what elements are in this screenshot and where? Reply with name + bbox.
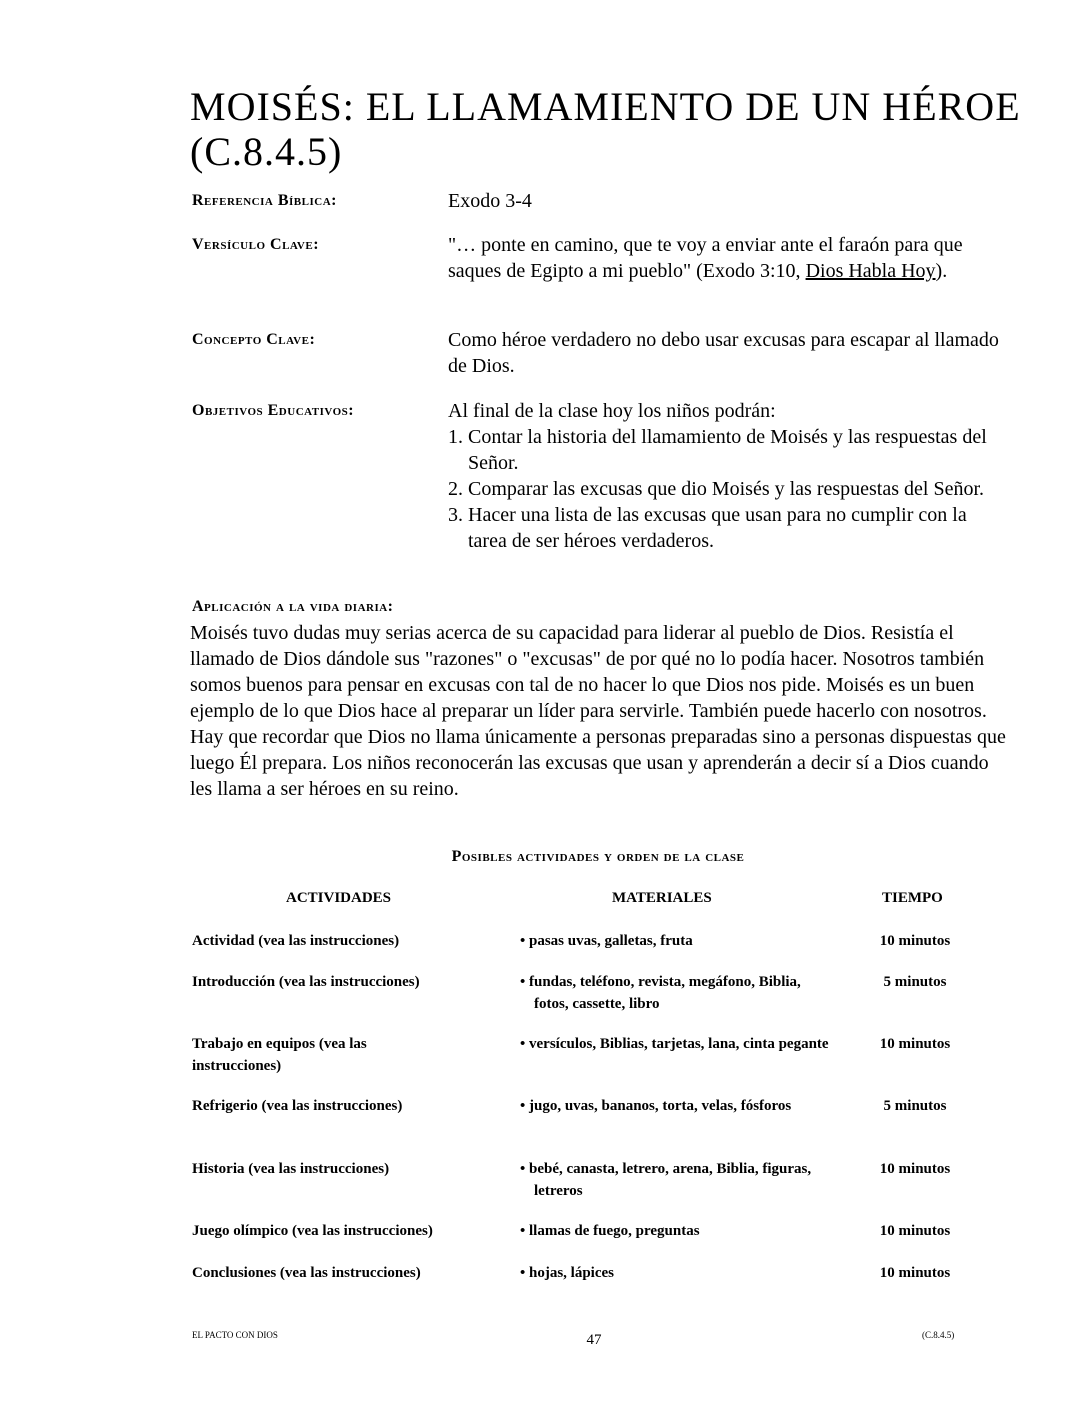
aplicacion-label: Aplicación a la vida diaria: xyxy=(192,598,394,615)
schedule-title-text: Posibles actividades y orden de la clase xyxy=(451,848,745,865)
page-title: MOISÉS: EL LLAMAMIENTO DE UN HÉROE (C.8.4.5) xyxy=(190,84,1021,174)
row-6-materiales: • llamas de fuego, preguntas xyxy=(520,1223,700,1239)
footer-left: EL PACTO CON DIOS xyxy=(192,1330,278,1340)
row-7-tiempo: 10 minutos xyxy=(879,1265,951,1281)
versiculo-text: "… ponte en camino, que te voy a enviar ante el faraón para que saques de Egipto a mi pueblo" (Exodo 3:10, xyxy=(448,234,963,282)
row-1-actividad: Actividad (vea las instrucciones) xyxy=(192,933,400,949)
schedule-title xyxy=(0,848,1088,866)
footer-right: (C.8.4.5) xyxy=(922,1330,955,1340)
row-7-materiales: • hojas, lápices xyxy=(520,1265,615,1281)
row-4-materiales: • jugo, uvas, bananos, torta, velas, fósforos xyxy=(520,1098,792,1114)
referencia-value: Exodo 3-4 xyxy=(448,190,532,212)
referencia-label: Referencia Bíblica: xyxy=(192,192,337,209)
objetivos-value xyxy=(448,398,1008,554)
row-3-tiempo: 10 minutos xyxy=(879,1036,951,1052)
objetivos-intro: Al final de la clase hoy los niños podrán: xyxy=(448,400,776,422)
page-number-text: 47 xyxy=(586,1332,602,1348)
row-4-actividad: Refrigerio (vea las instrucciones) xyxy=(192,1098,403,1114)
row-2-tiempo: 5 minutos xyxy=(883,974,947,990)
objetivo-item-3: 3. Hacer una lista de las excusas que usan para no cumplir con la tarea de ser héroes verdaderos. xyxy=(448,504,967,552)
row-6-tiempo: 10 minutos xyxy=(879,1223,951,1239)
versiculo-source: Dios Habla Hoy xyxy=(805,260,936,282)
row-5-tiempo: 10 minutos xyxy=(879,1161,951,1177)
versiculo-end: ). xyxy=(935,260,948,282)
row-1-materiales: • pasas uvas, galletas, fruta xyxy=(520,933,693,949)
row-3-materiales: • versículos, Biblias, tarjetas, lana, cinta pegante xyxy=(520,1036,829,1052)
row-6-actividad: Juego olímpico (vea las instrucciones) xyxy=(192,1223,433,1239)
versiculo-label: Versículo Clave: xyxy=(192,236,320,253)
row-4-tiempo: 5 minutos xyxy=(883,1098,947,1114)
row-2-actividad: Introducción (vea las instrucciones) xyxy=(192,974,420,990)
header-tiempo: TIEMPO xyxy=(882,890,943,906)
header-materiales: MATERIALES xyxy=(612,890,712,906)
objetivos-list xyxy=(448,424,1008,554)
row-7-actividad: Conclusiones (vea las instrucciones) xyxy=(192,1265,421,1281)
row-1-tiempo: 10 minutos xyxy=(879,933,951,949)
objetivo-item-1: 1. Contar la historia del llamamiento de Moisés y las respuestas del Señor. xyxy=(448,426,987,474)
row-5-materiales: • bebé, canasta, letrero, arena, Biblia, figuras, letreros xyxy=(520,1161,812,1199)
row-2-materiales: • fundas, teléfono, revista, megáfono, Biblia, fotos, cassette, libro xyxy=(520,974,801,1012)
versiculo-value xyxy=(448,232,1008,284)
header-actividades: ACTIVIDADES xyxy=(286,890,392,906)
objetivo-item-2: 2. Comparar las excusas que dio Moisés y las respuestas del Señor. xyxy=(448,478,985,500)
concepto-value: Como héroe verdadero no debo usar excusas para escapar al llamado de Dios. xyxy=(448,329,999,377)
objetivos-label: Objetivos Educativos: xyxy=(192,402,355,419)
concepto-label: Concepto Clave: xyxy=(192,331,316,348)
row-5-actividad: Historia (vea las instrucciones) xyxy=(192,1161,390,1177)
row-3-actividad: Trabajo en equipos (vea las instrucciones) xyxy=(192,1036,367,1074)
aplicacion-text: Moisés tuvo dudas muy serias acerca de su capacidad para liderar al pueblo de Dios. Resistía el llamado de Dios dándole sus "razones" o "excusas" de por qué no lo podía hacer. Nosotros también somos buenos para pensar en excusas con tal de no hacer lo que Dios nos pide. Moisés es un buen ejemplo de lo que Dios hace al preparar un líder para servirle. También puede hacerlo con nosotros. Hay que recordar que Dios no llama únicamente a personas preparadas sino a personas dispuestas que luego Él prepara. Los niños reconocerán las excusas que usan y aprenderán a decir sí a Dios cuando les llama a ser héroes en su reino. xyxy=(190,622,1006,800)
